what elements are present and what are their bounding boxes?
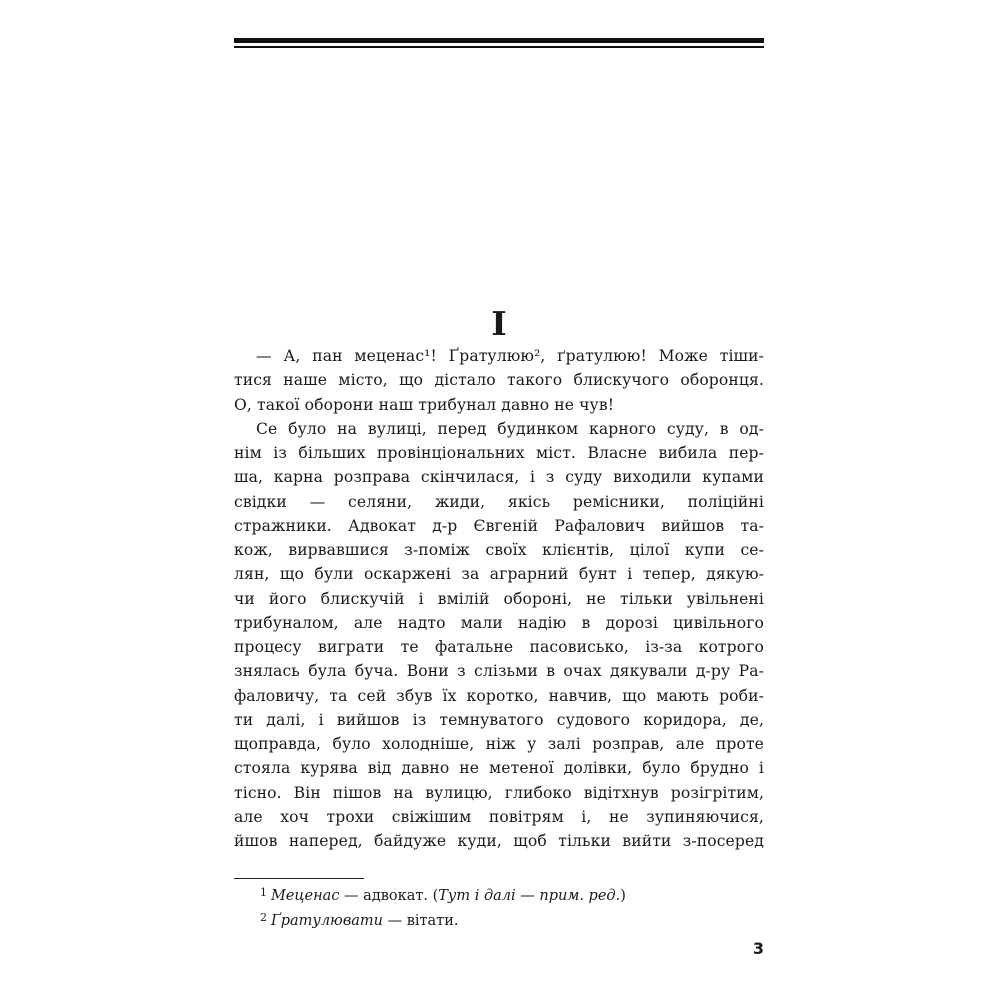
text-line: але хоч трохи свіжішим повітрям і, не зупиняючися, [234,807,764,826]
text-line: кож, вирвавшися з-поміж своїх клієнтів, цілої купи се- [234,541,764,559]
text-line: стражники. Адвокат д-р Євгеній Рафалович вийшов та- [234,516,764,535]
text-line: ша, карна розправа скінчилася, і з суду виходили купами [234,468,764,487]
text-line: тися наше місто, що дістало такого блискучого оборонця. [234,371,764,390]
text-line: О, такої оборони наш трибунал давно не чув! [234,395,615,414]
body-text [234,344,764,853]
text-line: лян, що були оскаржені за аграрний бунт і тепер, дякую- [234,565,764,584]
text-line: — А, пан меценас¹! Ґратулюю², ґратулюю! Може тіши- [256,347,764,365]
text-line: фаловичу, та сей збув їх коротко, навчив, що мають роби- [234,686,764,705]
header-rule-thick [234,38,764,43]
footnote-term: Ґратулювати [271,913,383,929]
footnote-number: 2 [260,911,267,924]
text-line: Се було на вулиці, перед будинком карного суду, в од- [256,419,764,438]
footnote-separator [234,878,364,879]
text-line: йшов наперед, байдуже куди, щоб тільки вийти з-посеред [234,832,764,850]
text-line: свідки — селяни, жиди, якісь ремісники, поліційні [234,492,764,511]
text-line: стояла курява від давно не метеної долівки, було брудно і [234,759,764,778]
text-line: щоправда, було холодніше, ніж у залі розправ, але проте [234,735,764,753]
footnote-definition: — вітати. [383,913,459,929]
footnote-definition: — адвокат. ( [339,888,439,904]
footnote-editor-note: Тут і далі — прим. ред. [438,888,621,904]
text-line: нім із більших провінціональних міст. Власне вибила пер- [234,444,764,462]
text-line: чи його блискучій і вмілій обороні, не тільки увільнені [234,589,764,608]
footnote-1 [260,882,760,907]
header-rule-thin [234,46,764,48]
footnote-term: Меценас [271,888,340,904]
page-number: 3 [752,939,764,958]
chapter-heading: I [491,304,507,343]
text-line: процесу виграти те фатальне пасовисько, із-за котрого [234,638,764,656]
text-line: знялась була буча. Вони з слізьми в очах дякували д-ру Ра- [234,662,764,681]
text-line: тісно. Він пішов на вулицю, глибоко відітхнув розігрітим, [234,783,764,802]
footnote-number: 1 [260,886,267,899]
footnotes [260,882,760,932]
text-line: трибуналом, але надто мали надію в дорозі цивільного [234,613,764,632]
footnote-2 [260,907,760,932]
text-line: ти далі, і вийшов із темнуватого судового коридора, де, [234,710,764,729]
footnote-close: ) [620,888,626,904]
